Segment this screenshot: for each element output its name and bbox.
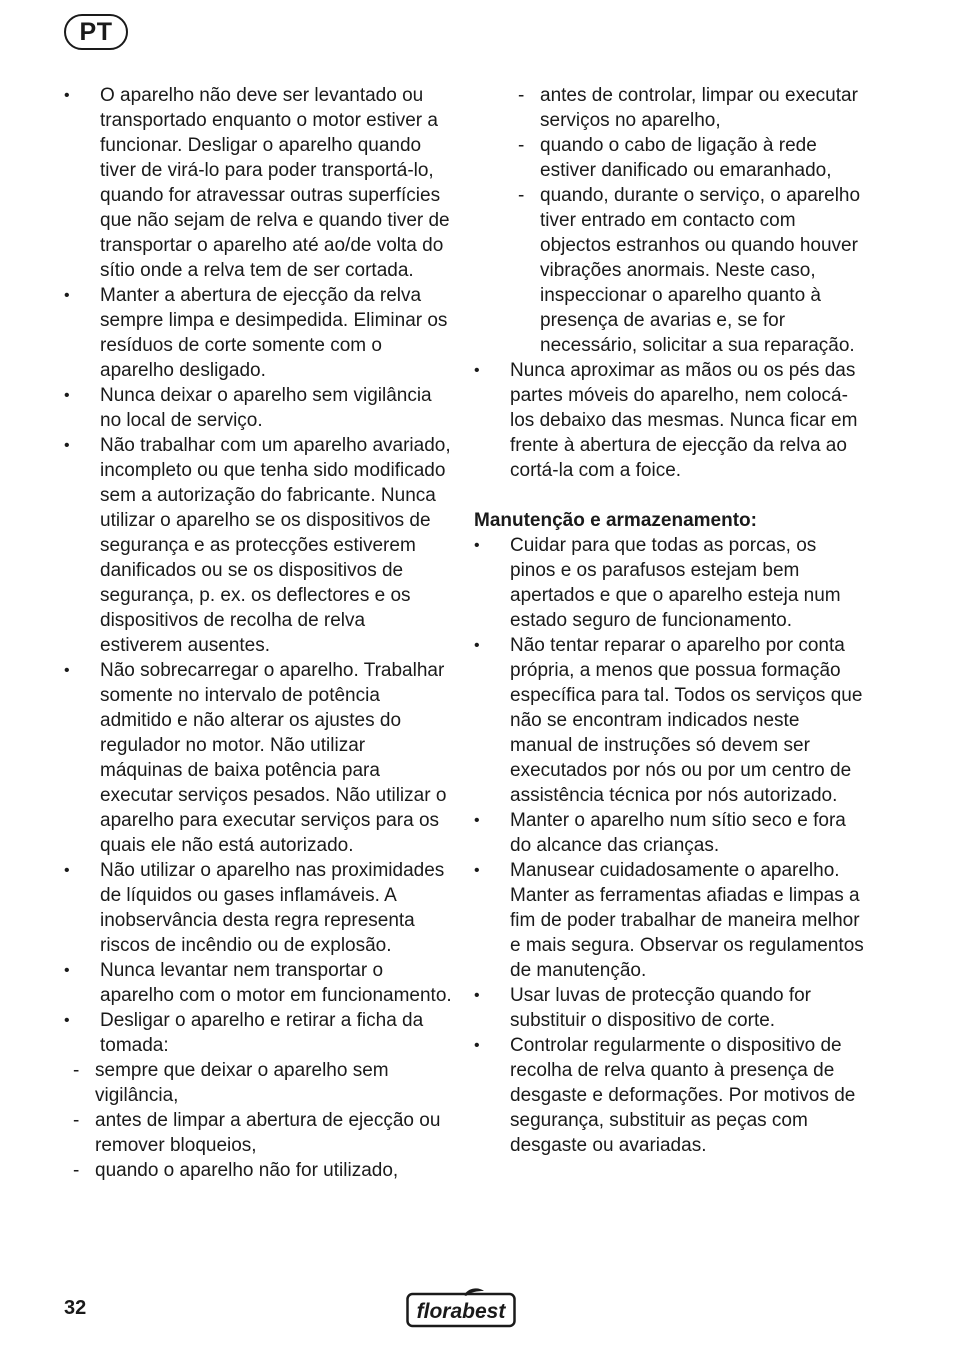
safety-list	[64, 83, 452, 1058]
list-item: • Nunca aproximar as mãos ou os pés das partes móveis do aparelho, nem colocá-los debaixo das mesmas. Nunca ficar em frente à abertura de ejecção da relva ao cortá-la com a foice.	[474, 358, 866, 483]
list-item: • Usar luvas de protecção quando for substituir o dispositivo de corte.	[474, 983, 866, 1033]
list-item: • Não utilizar o aparelho nas proximidades de líquidos ou gases inflamáveis. A inobservância desta regra representa riscos de incêndio ou de explosão.	[64, 858, 452, 958]
florabest-logo	[406, 1288, 516, 1328]
right-column	[474, 83, 866, 1158]
logo-wordmark: florabest	[416, 1300, 506, 1323]
language-code: PT	[79, 17, 113, 46]
sub-list-item: - antes de controlar, limpar ou executar serviços no aparelho,	[518, 83, 866, 133]
sub-list-item: - quando o aparelho não for utilizado,	[73, 1158, 452, 1183]
sub-list-item: - quando, durante o serviço, o aparelho tiver entrado em contacto com objectos estranhos ou quando houver vibrações anormais. Neste caso, inspeccionar o aparelho quanto à presença de avarias e, se for necessário, solicitar a sua reparação.	[518, 183, 866, 358]
unplug-conditions-list	[73, 1058, 452, 1183]
safety-list-continued	[474, 358, 866, 483]
list-item	[64, 1008, 452, 1058]
list-item: • O aparelho não deve ser levantado ou transportado enquanto o motor estiver a funcionar. Desligar o aparelho quando tiver de virá-lo para poder transportá-lo, quando for atravessar outras superfícies que não sejam de relva e quando tiver de transportar o aparelho até ao/de volta do sítio onde a relva tem de ser cortada.	[64, 83, 452, 283]
list-item: • Nunca levantar nem transportar o aparelho com o motor em funcionamento.	[64, 958, 452, 1008]
list-item: • Controlar regularmente o dispositivo de recolha de relva quanto à presença de desgaste e deformações. Por motivos de segurança, substituir as peças com desgaste ou avariadas.	[474, 1033, 866, 1158]
left-column	[64, 83, 452, 1183]
list-item-text: Desligar o aparelho e retirar a ficha da tomada:	[100, 1010, 424, 1056]
list-item: • Não trabalhar com um aparelho avariado, incompleto ou que tenha sido modificado sem a autorização do fabricante. Nunca utilizar o aparelho se os dispositivos de segurança e as protecções estiverem danificados ou se os dispositivos de segurança, p. ex. os deflectores e os dispositivos de recolha de relva estiverem ausentes.	[64, 433, 452, 658]
sub-list-item: - quando o cabo de ligação à rede estiver danificado ou emaranhado,	[518, 133, 866, 183]
section-heading-maintenance: Manutenção e armazenamento:	[474, 510, 757, 531]
list-item: • Nunca deixar o aparelho sem vigilância no local de serviço.	[64, 383, 452, 433]
sub-list-item: - antes de limpar a abertura de ejecção ou remover bloqueios,	[73, 1108, 452, 1158]
list-item: • Não tentar reparar o aparelho por conta própria, a menos que possua formação específica para tal. Todos os serviços que não se encontram indicados neste manual de instruções só devem ser executados por nós ou por um centro de assistência técnica por nós autorizado.	[474, 633, 866, 808]
language-badge	[64, 14, 128, 50]
unplug-conditions-list-continued	[518, 83, 866, 358]
list-item: • Manusear cuidadosamente o aparelho. Manter as ferramentas afiadas e limpas a fim de poder trabalhar de maneira melhor e mais segura. Observar os regulamentos de manutenção.	[474, 858, 866, 983]
maintenance-list	[474, 533, 866, 1158]
page-number: 32	[64, 1297, 87, 1319]
list-item: • Manter a abertura de ejecção da relva sempre limpa e desimpedida. Eliminar os resíduos de corte somente com o aparelho desligado.	[64, 283, 452, 383]
list-item: • Manter o aparelho num sítio seco e fora do alcance das crianças.	[474, 808, 866, 858]
sub-list-item: - sempre que deixar o aparelho sem vigilância,	[73, 1058, 452, 1108]
list-item: • Cuidar para que todas as porcas, os pinos e os parafusos estejam bem apertados e que o aparelho esteja num estado seguro de funcionamento.	[474, 533, 866, 633]
list-item: • Não sobrecarregar o aparelho. Trabalhar somente no intervalo de potência admitido e não alterar os ajustes do regulador no motor. Não utilizar máquinas de baixa potência para executar serviços pesados. Não utilizar o aparelho para executar serviços para os quais ele não está autorizado.	[64, 658, 452, 858]
